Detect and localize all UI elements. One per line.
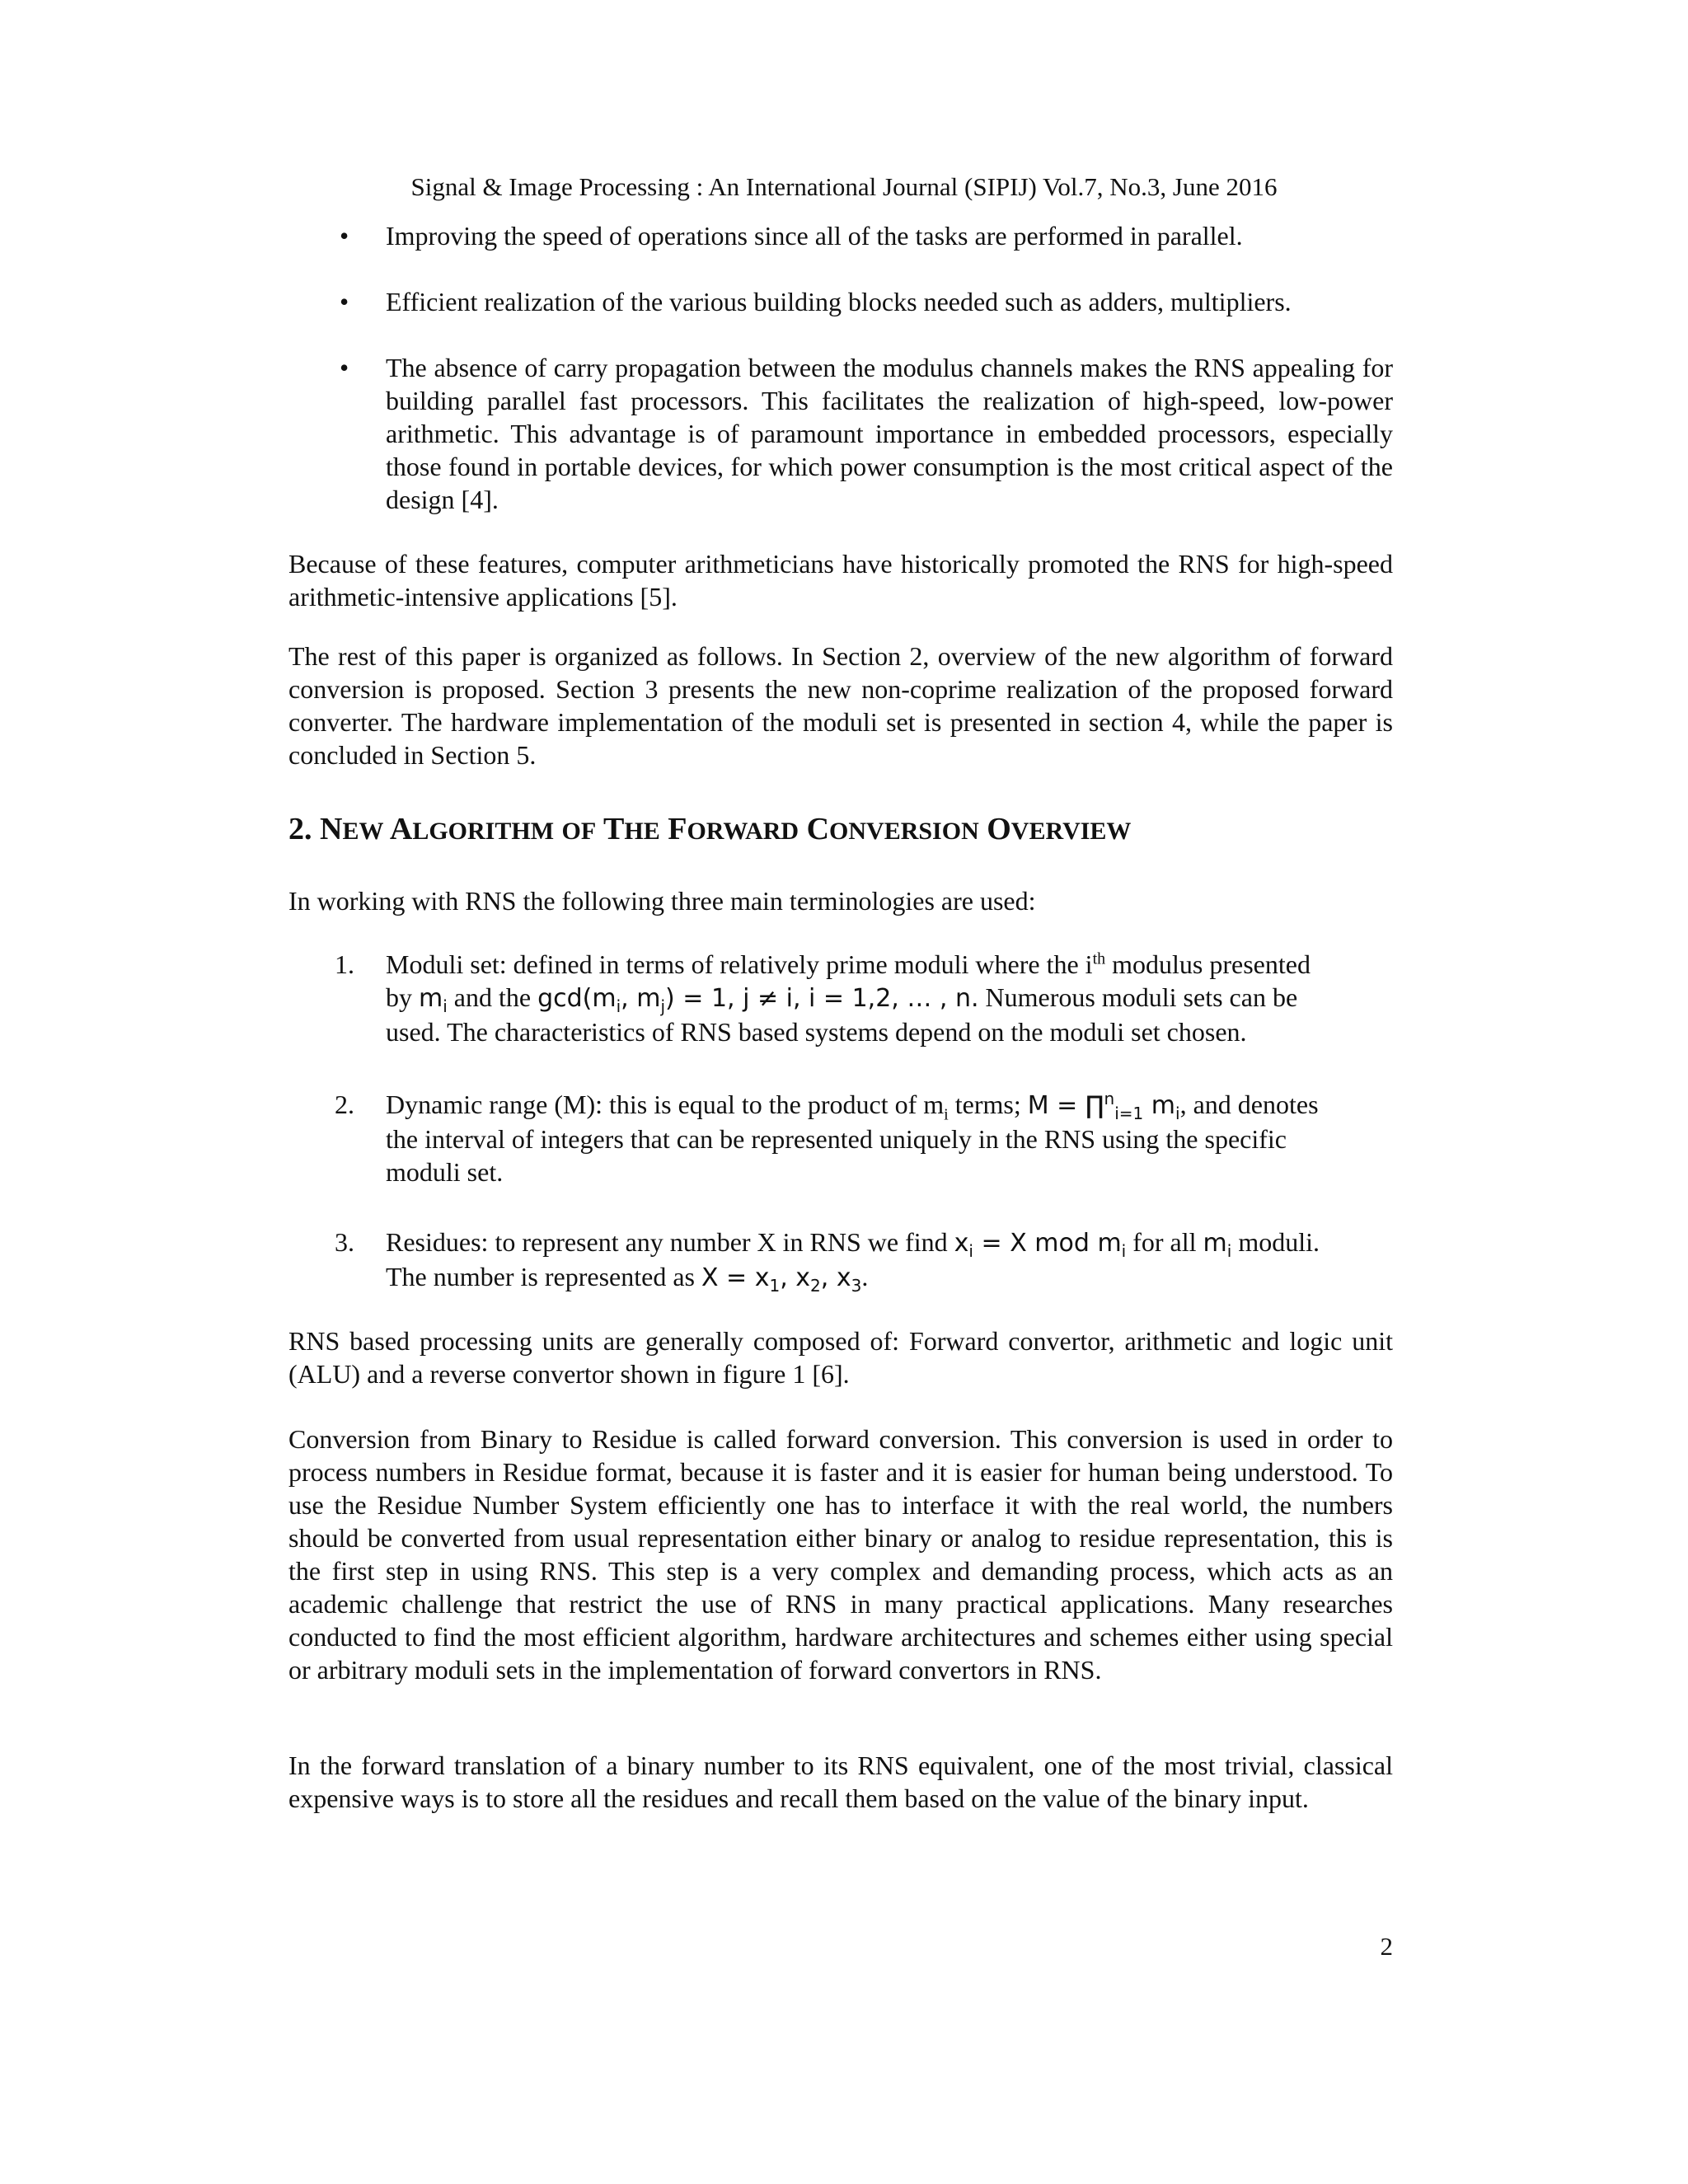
heading-word: NEW — [320, 812, 384, 846]
list-number: 1. — [335, 949, 354, 979]
paragraph-conversion: Conversion from Binary to Residue is called forward conversion. This conversion is used in order to process numbers in Residue format, because it is faster and it is easier for human being understood. To use the Residue Number System efficiently one has to interface it with the real world, the numbers should be converted from usual representation either binary or analog to residue representation, this is the first step in using RNS. This step is a very complex and demanding process, which acts as an academic challenge that restrict the use of RNS in many practical applications. Many researches conducted to find the most efficient algorithm, hardware architectures and schemes either using special or arbitrary moduli sets in the implementation of forward convertors in RNS. — [288, 1424, 1393, 1685]
heading-word: THE — [603, 812, 660, 846]
section-number: 2. — [288, 812, 312, 846]
page-number: 2 — [1380, 1932, 1393, 1961]
list-number: 3. — [335, 1227, 354, 1257]
list-text: Moduli set: defined in terms of relatively prime moduli where the $i^{th}$ modulus presented by $m_i$ and the $\gcd(m_i$, $m_j) = 1$, j ≠ i, i = 1,2, … , n. Numerous moduli sets can be used. The characteristics of RNS based systems depend on the moduli set chosen. — [386, 949, 1311, 1047]
heading-word: OVERVIEW — [987, 812, 1132, 846]
list-number: 2. — [335, 1090, 354, 1119]
bullet-text: Improving the speed of operations since all of the tasks are performed in parallel. — [386, 221, 1243, 251]
paragraph-intro: In working with RNS the following three main terminologies are used: — [288, 886, 1036, 916]
bullet-text: The absence of carry propagation between the modulus channels makes the RNS appealing for building parallel fast processors. This facilitates the realization of high-speed, low-power arithmetic. This advantage is of paramount importance in embedded processors, especially those found in portable devices, for which power consumption is the most critical aspect of the design [4]. — [386, 353, 1393, 514]
list-text: Dynamic range (M): this is equal to the product of $m_i$ terms; M = ∏$^n_{i=1}$ $m_i$, and denotes the interval of integers that can be represented uniquely in the RNS using the specific moduli set. — [386, 1089, 1319, 1187]
heading-word: FORWARD — [668, 812, 799, 846]
paragraph-features: Because of these features, computer arithmeticians have historically promoted the RNS for high-speed arithmetic-intensive applications [5]. — [288, 549, 1393, 612]
heading-word: OF — [561, 818, 597, 845]
heading-word: ALGORITHM — [389, 812, 555, 846]
bullet-symbol: • — [340, 287, 349, 316]
paragraph-units: RNS based processing units are generally composed of: Forward convertor, arithmetic and logic unit (ALU) and a reverse convertor shown in figure 1 [6]. — [288, 1326, 1393, 1389]
bullet-text: Efficient realization of the various building blocks needed such as adders, multipliers. — [386, 287, 1292, 316]
heading-word: CONVERSION — [806, 812, 979, 846]
paragraph-organization: The rest of this paper is organized as follows. In Section 2, overview of the new algorithm of forward conversion is proposed. Section 3 presents the new non-coprime realization of the proposed forward converter. The hardware implementation of the moduli set is presented in section 4, while the paper is concluded in Section 5. — [288, 641, 1393, 770]
bullet-symbol: • — [340, 221, 349, 251]
section-heading — [288, 810, 1131, 851]
list-text: Residues: to represent any number X in RNS we find $x_i = X$ mod $m_i$ for all $m_i$ moduli. The number is represented as $X = x_1$, $x_2$, $x_3$. — [386, 1227, 1320, 1296]
paragraph-translation: In the forward translation of a binary number to its RNS equivalent, one of the most trivial, classical expensive ways is to store all the residues and recall them based on the value of the binary input. — [288, 1750, 1393, 1813]
bullet-symbol: • — [340, 353, 349, 382]
running-header: Signal & Image Processing : An International Journal (SIPIJ) Vol.7, No.3, June 2016 — [410, 172, 1278, 201]
